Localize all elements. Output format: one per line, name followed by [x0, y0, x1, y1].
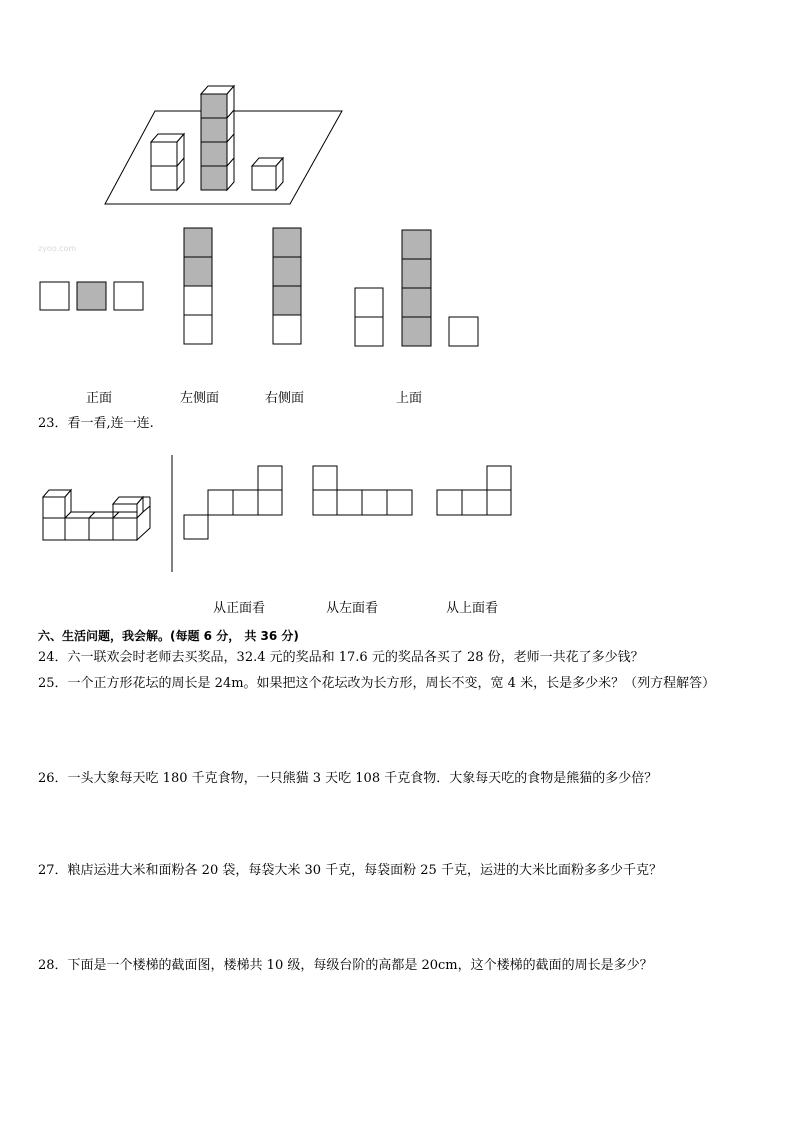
q22-view-front: [40, 282, 143, 310]
label-left-side: 左侧面: [180, 391, 220, 406]
q23-title: 23．看一看,连一连.: [38, 416, 154, 431]
question-28: 28．下面是一个楼梯的截面图，楼梯共 10 级，每级台阶的高都是 20cm，这个楼梯的截面的周长是多少？: [38, 958, 653, 973]
right-cube: [252, 158, 283, 190]
question-24: 24．六一联欢会时老师去买奖品，32.4 元的奖品和 17.6 元的奖品各买了 28 份，老师一共花了多少钱？: [38, 650, 644, 665]
label-from-left: 从左面看: [326, 601, 379, 616]
label-from-front: 从正面看: [213, 601, 266, 616]
q22-view-right: [273, 228, 301, 344]
question-25: 25．一个正方形花坛的周长是 24m。如果把这个花坛改为长方形，周长不变，宽 4 米，长是多少米？（列方程解答）: [38, 676, 716, 691]
left-cube-stack: [151, 134, 184, 190]
q23-view-a: [184, 466, 282, 539]
watermark: zyoo.com: [38, 244, 77, 253]
q23-3d-figure: [43, 490, 150, 540]
q23-view-c: [437, 466, 511, 515]
q22-view-top: [355, 230, 478, 346]
label-front: 正面: [86, 391, 113, 406]
section6-title: 六、生活问题，我会解。(每题 6 分， 共 36 分): [38, 629, 299, 643]
label-top: 上面: [396, 391, 423, 406]
question-27: 27．粮店运进大米和面粉各 20 袋，每袋大米 30 千克，每袋面粉 25 千克，运进的大米比面粉多多少千克？: [38, 863, 662, 878]
label-right-side: 右侧面: [265, 391, 305, 406]
label-from-top: 从上面看: [446, 601, 499, 616]
q23-view-b: [313, 466, 412, 515]
q22-3d-figure: [105, 86, 342, 204]
question-26: 26．一头大象每天吃 180 千克食物，一只熊猫 3 天吃 108 千克食物．大象每天吃的食物是熊猫的多少倍？: [38, 771, 658, 786]
middle-cube-stack: [201, 86, 234, 190]
q22-view-left: [184, 228, 212, 344]
